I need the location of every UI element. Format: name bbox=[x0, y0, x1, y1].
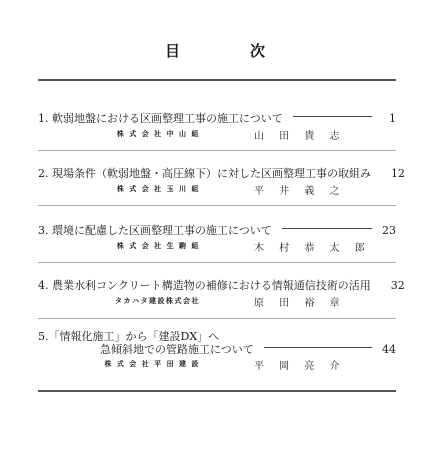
toc-entry-company: 株 式 会 社 玉 川 組 bbox=[116, 185, 200, 193]
toc-entry-author: 平 岡 亮 介 bbox=[254, 361, 346, 372]
toc-entry-byline bbox=[0, 239, 430, 253]
toc-entry-byline bbox=[0, 182, 430, 196]
toc-entry-page-number: 44 bbox=[382, 343, 396, 356]
dotted-leader bbox=[293, 116, 372, 117]
top-rule bbox=[38, 79, 396, 81]
toc-entry-byline bbox=[0, 127, 430, 141]
toc-entry-title-row-2[interactable] bbox=[38, 341, 396, 357]
toc-entry-title: 4. 農業水利コンクリート構造物の補修における情報通信技術の活用 bbox=[38, 279, 371, 292]
toc-entry-title: 2. 現場条件（軟弱地盤・高圧線下）に対した区画整理工事の取組み bbox=[38, 167, 371, 180]
bottom-rule bbox=[38, 390, 396, 392]
dotted-leader bbox=[264, 347, 372, 348]
page-title-char-2: 次 bbox=[250, 42, 266, 60]
toc-entry-title-row[interactable] bbox=[38, 277, 405, 293]
toc-entry-title-row[interactable] bbox=[38, 165, 405, 181]
toc-entry-page-number: 32 bbox=[390, 279, 405, 292]
toc-entry-title: 5.「情報化施工」から「建設DX」へ bbox=[38, 330, 220, 343]
toc-entry-byline bbox=[0, 294, 430, 308]
toc-entry-author: 原 田 裕 章 bbox=[254, 298, 346, 309]
toc-entry-company: タカハタ建設株式会社 bbox=[115, 297, 200, 305]
toc-entry-company: 株 式 会 社 中 山 組 bbox=[116, 130, 200, 138]
toc-entry-title-row[interactable] bbox=[38, 110, 396, 126]
toc-entry-page-number: 12 bbox=[391, 167, 405, 180]
entry-divider bbox=[38, 262, 396, 263]
toc-entry-company: 株 式 会 社 生 駒 組 bbox=[116, 242, 200, 250]
dotted-leader bbox=[282, 228, 372, 229]
page-title bbox=[0, 40, 430, 61]
entry-divider bbox=[38, 205, 396, 206]
toc-entry-author: 山 田 貴 志 bbox=[254, 131, 346, 142]
page-title-char-1: 目 bbox=[164, 42, 180, 60]
toc-entry-title-row[interactable] bbox=[38, 222, 396, 238]
toc-entry-company: 株 式 会 社 平 田 建 設 bbox=[104, 360, 200, 368]
entry-divider bbox=[38, 150, 396, 151]
toc-entry-title: 3. 環境に配慮した区画整理工事の施工について bbox=[38, 224, 272, 237]
toc-entry-title: 1. 軟弱地盤における区画整理工事の施工について bbox=[38, 112, 283, 125]
toc-entry-author: 木 村 恭 太 郎 bbox=[254, 243, 371, 254]
toc-entry-author: 平 井 義 之 bbox=[254, 186, 346, 197]
toc-entry-title-line-2: 急傾斜地での管路施工について bbox=[100, 343, 254, 356]
toc-entry-byline bbox=[0, 357, 430, 371]
toc-entry-page-number: 1 bbox=[389, 112, 396, 125]
entry-divider bbox=[38, 318, 396, 319]
toc-entry-page-number: 23 bbox=[382, 224, 396, 237]
